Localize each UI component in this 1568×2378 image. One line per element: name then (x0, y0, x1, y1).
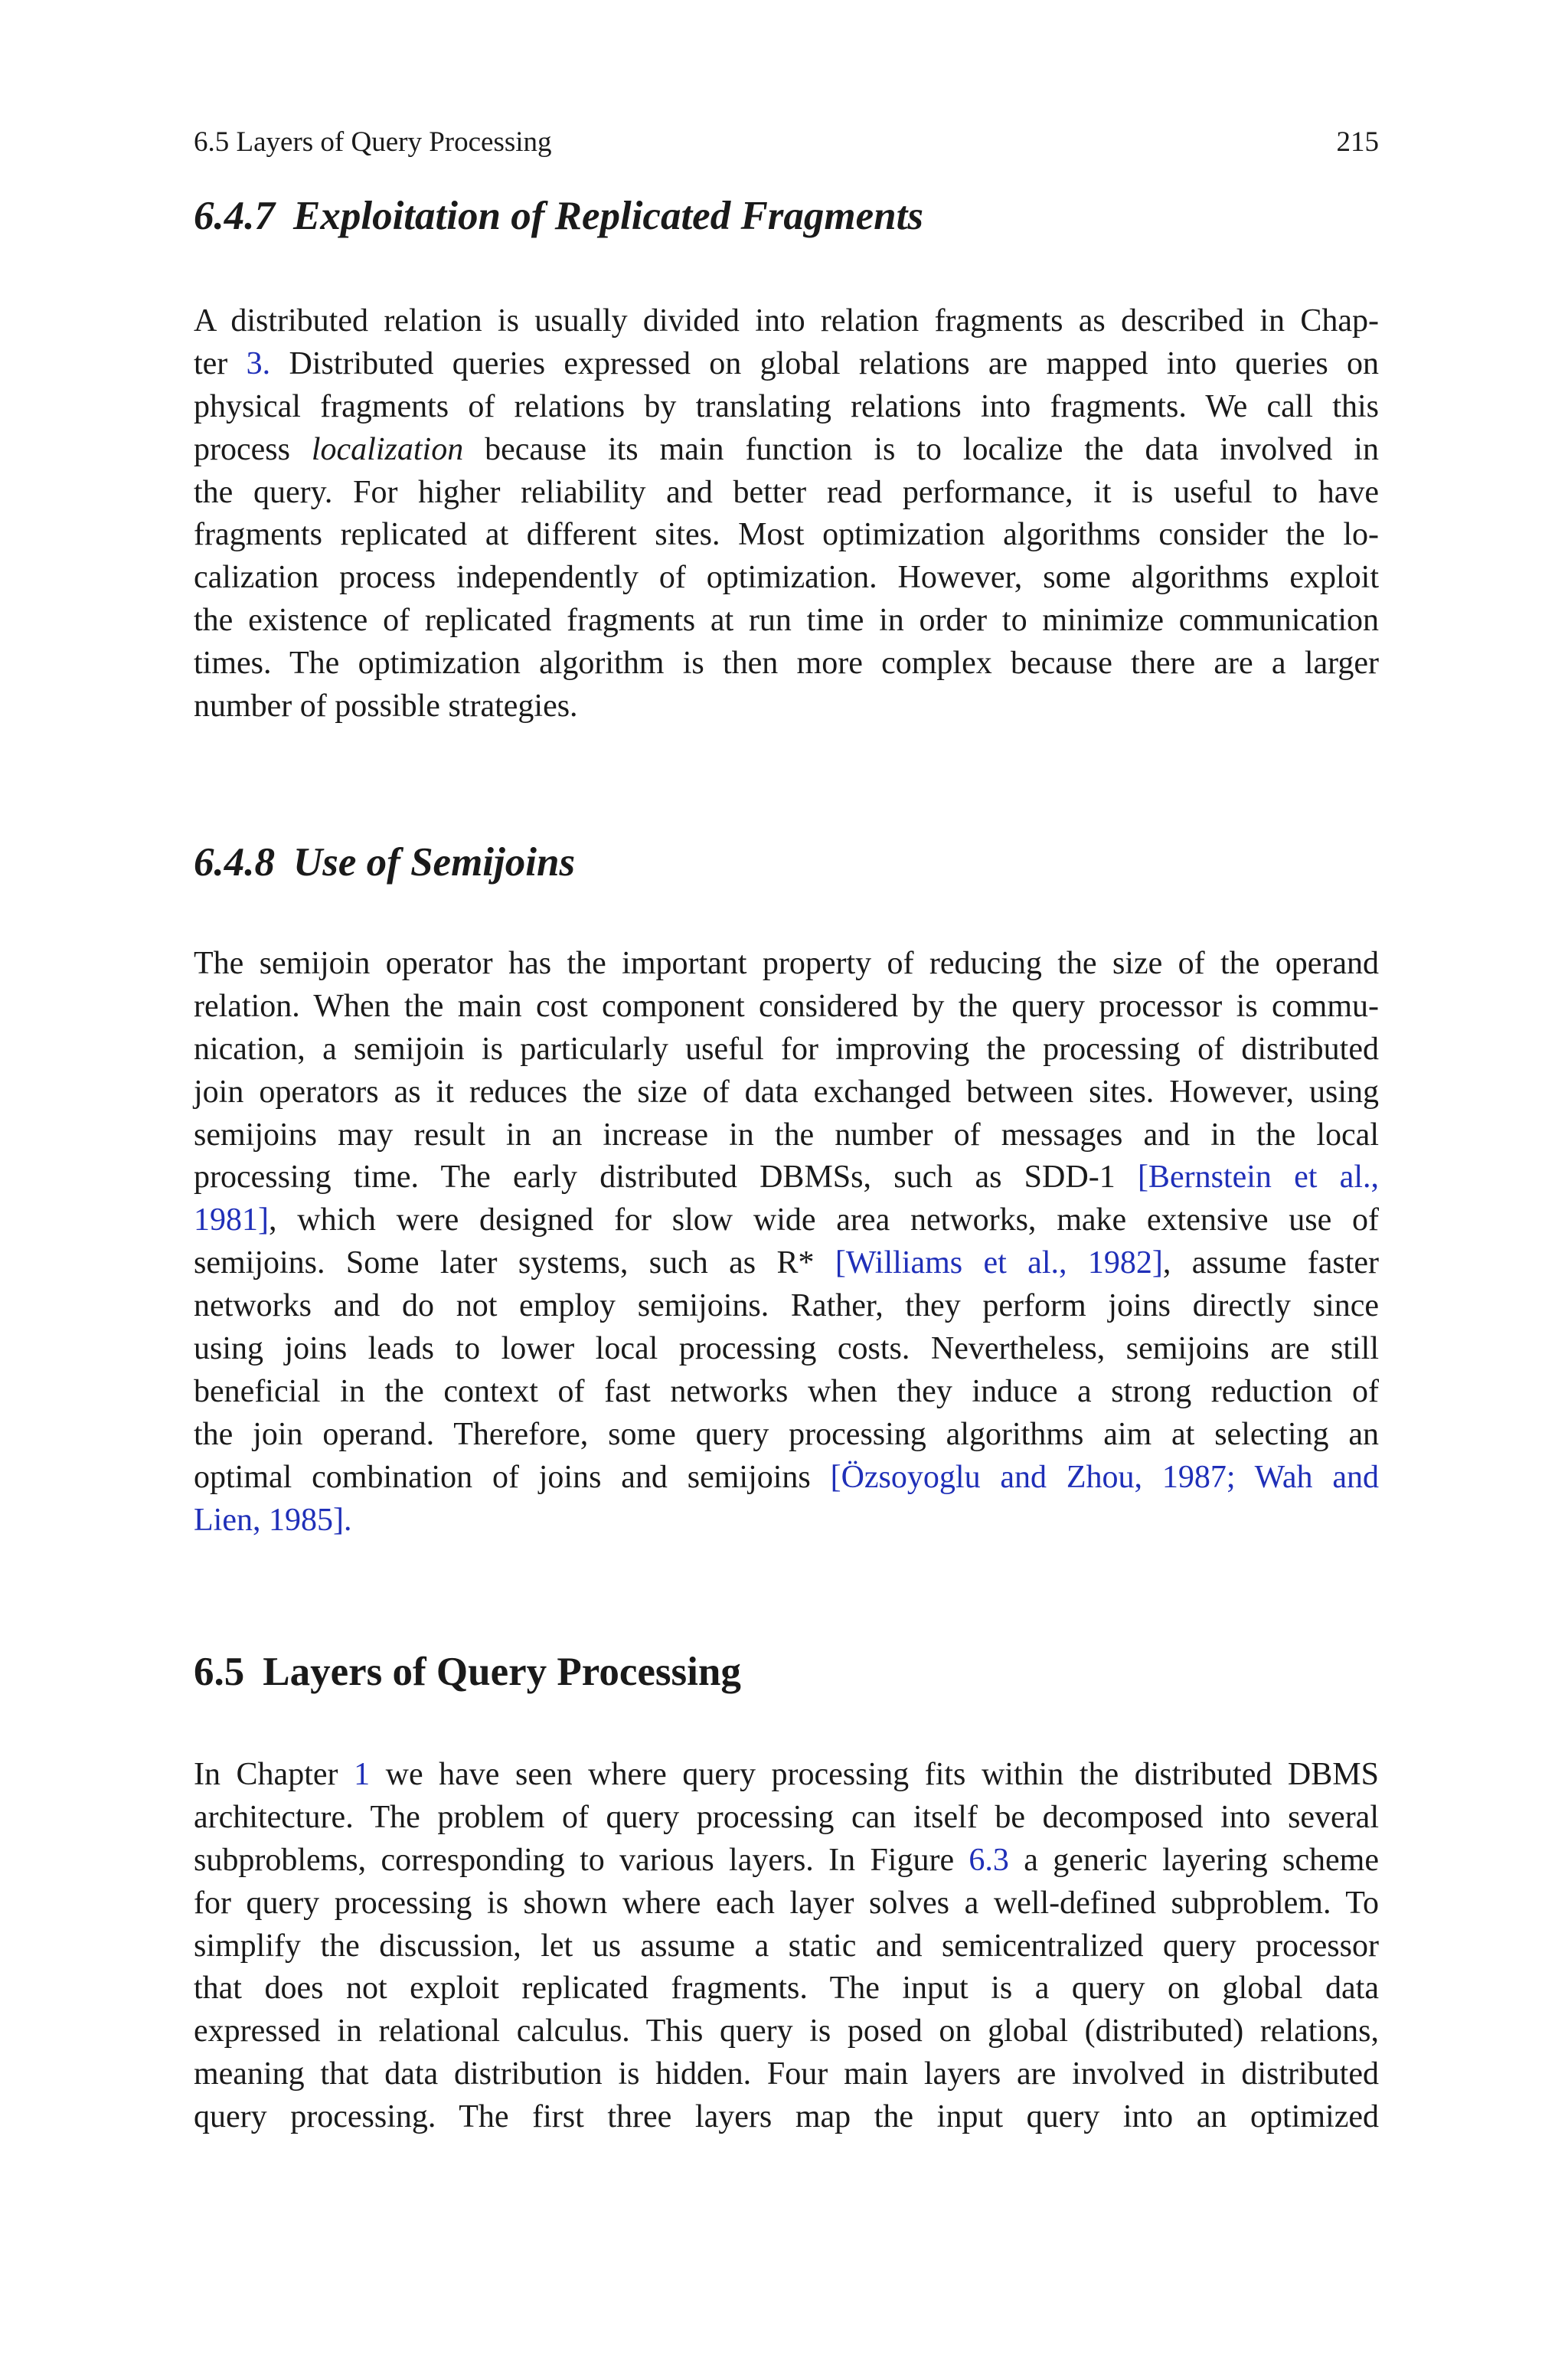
text-line: using joins leads to lower local processing costs. Nevertheless, semijoins are still (194, 1331, 1379, 1367)
section-title: Use of Semijoins (293, 840, 576, 885)
text-line: calization process independently of optimization. However, some algorithms exploit (194, 560, 1379, 596)
text-line: times. The optimization algorithm is then more complex because there are a larger (194, 646, 1379, 682)
text-line: simplify the discussion, let us assume a static and semicentralized query processor (194, 1928, 1379, 1964)
text-line: the query. For higher reliability and better read performance, it is useful to have (194, 474, 1379, 510)
text-line: optimal combination of joins and semijoins [Özsoyoglu and Zhou, 1987; Wah and (194, 1459, 1379, 1495)
figure-link[interactable]: 6.3 (969, 1842, 1009, 1878)
section-title: Exploitation of Replicated Fragments (293, 194, 924, 238)
text-line: semijoins may result in an increase in the number of messages and in the local (194, 1117, 1379, 1153)
running-head (194, 125, 1379, 160)
page-number: 215 (1336, 126, 1379, 158)
paragraph-replicated-fragments (194, 300, 1379, 728)
text-line: relation. When the main cost component considered by the query processor is commu- (194, 988, 1379, 1024)
text-line: process localization because its main function is to localize the data involved in (194, 431, 1379, 467)
text-line: architecture. The problem of query processing can itself be decomposed into several (194, 1799, 1379, 1835)
paragraph-semijoins (194, 943, 1379, 1542)
text-line: networks and do not employ semijoins. Rather, they perform joins directly since (194, 1288, 1379, 1324)
text-line: meaning that data distribution is hidden. Four main layers are involved in distributed (194, 2056, 1379, 2092)
text-line (194, 1500, 1379, 1542)
text-line: nication, a semijoin is particularly useful for improving the processing of distributed (194, 1031, 1379, 1067)
running-head-section: 6.5 Layers of Query Processing (194, 126, 552, 158)
text-line: expressed in relational calculus. This query is posed on global (distributed) relations, (194, 2013, 1379, 2049)
citation-link[interactable]: [Özsoyoglu and Zhou, 1987; Wah and (830, 1459, 1379, 1495)
chapter-link[interactable]: 1 (354, 1757, 371, 1792)
text-line: The semijoin operator has the important property of reducing the size of the operand (194, 946, 1379, 981)
text-line: query processing. The first three layers map the input query into an optimized (194, 2099, 1379, 2135)
citation-link[interactable]: 1981] (194, 1202, 269, 1238)
text-line: number of possible strategies. (194, 689, 578, 725)
section-number: 6.5 (194, 1650, 245, 1694)
text-line: 1981], which were designed for slow wide area networks, make extensive use of (194, 1202, 1379, 1238)
text-line: the join operand. Therefore, some query processing algorithms aim at selecting an (194, 1416, 1379, 1452)
citation-link[interactable]: [Bernstein et al., (1137, 1160, 1379, 1196)
text-line: beneficial in the context of fast networks when they induce a strong reduction of (194, 1373, 1379, 1409)
text-line: join operators as it reduces the size of data exchanged between sites. However, using (194, 1074, 1379, 1110)
text-line: for query processing is shown where each layer solves a well-defined subproblem. To (194, 1885, 1379, 1921)
text-line: subproblems, corresponding to various layers. In Figure 6.3 a generic layering scheme (194, 1842, 1379, 1878)
text-line: In Chapter 1 we have seen where query processing fits within the distributed DBMS (194, 1757, 1379, 1792)
text-line: fragments replicated at different sites. Most optimization algorithms consider the lo- (194, 517, 1379, 553)
chapter-link[interactable]: 3. (246, 345, 271, 381)
section-heading-6-4-8 (194, 838, 575, 887)
text-line: semijoins. Some later systems, such as R* [Williams et al., 1982], assume faster (194, 1245, 1379, 1281)
section-number: 6.4.8 (194, 840, 275, 885)
section-title: Layers of Query Processing (263, 1650, 741, 1694)
text-line: ter 3. Distributed queries expressed on global relations are mapped into queries on (194, 345, 1379, 381)
section-heading-6-5 (194, 1647, 741, 1696)
citation-link[interactable]: [Williams et al., 1982] (835, 1245, 1163, 1281)
text-line: processing time. The early distributed DBMSs, such as SDD-1 [Bernstein et al., (194, 1160, 1379, 1196)
text-line: the existence of replicated fragments at run time in order to minimize communication (194, 603, 1379, 639)
text-line: A distributed relation is usually divided into relation fragments as described in Chap- (194, 303, 1379, 339)
section-number: 6.4.7 (194, 194, 275, 238)
citation-link[interactable]: Lien, 1985]. (194, 1502, 352, 1538)
section-heading-6-4-7 (194, 191, 923, 240)
emphasis-term: localization (311, 431, 464, 467)
paragraph-layers (194, 1754, 1379, 2139)
text-line: physical fragments of relations by translating relations into fragments. We call this (194, 388, 1379, 424)
text-line: that does not exploit replicated fragments. The input is a query on global data (194, 1971, 1379, 2007)
